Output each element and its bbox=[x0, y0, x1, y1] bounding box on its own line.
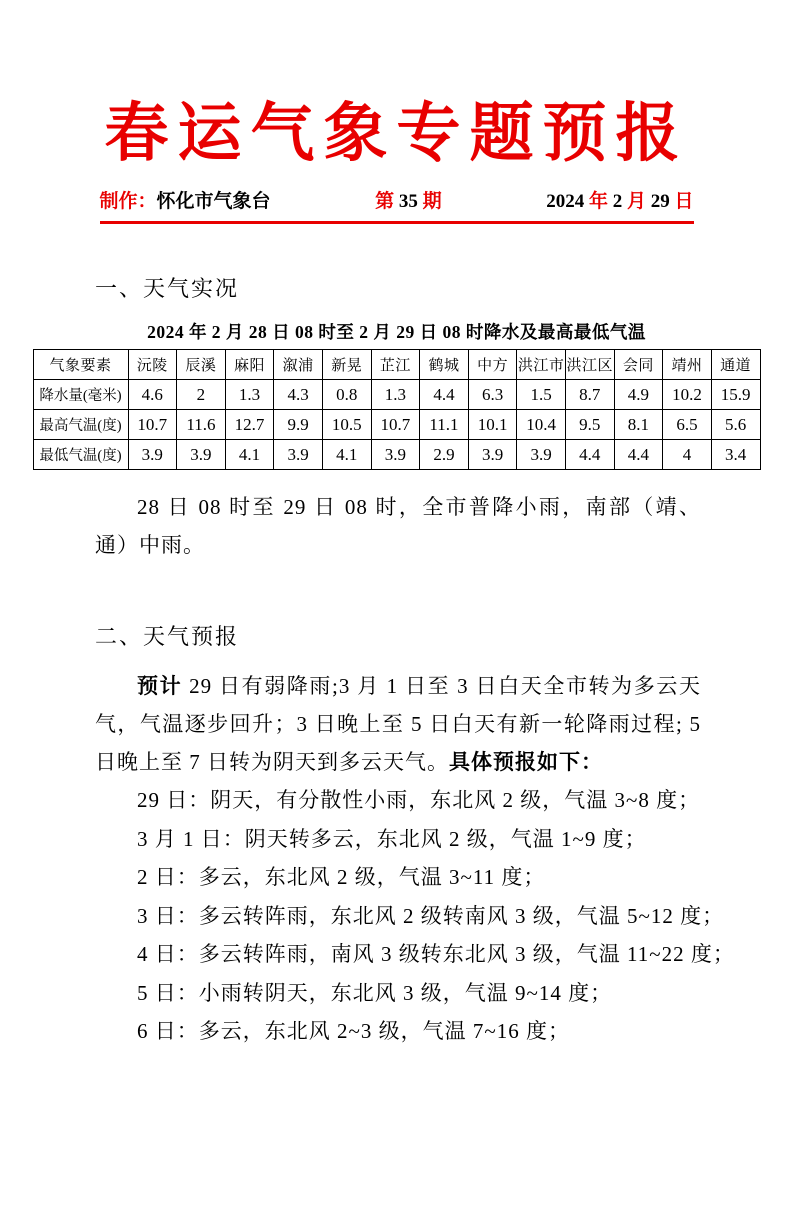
table-header-cell: 沅陵 bbox=[128, 350, 177, 380]
table-row bbox=[33, 380, 760, 410]
daily-forecast-item: 6 日：多云，东北风 2~3 级，气温 7~16 度； bbox=[137, 1019, 570, 1043]
table-cell: 3.9 bbox=[517, 440, 566, 470]
table-cell: 10.7 bbox=[371, 410, 420, 440]
table-cell: 4.4 bbox=[420, 380, 469, 410]
date-day-label: 日 bbox=[674, 191, 694, 212]
forecast-summary-paragraph bbox=[95, 667, 701, 781]
table-cell: 10.7 bbox=[128, 410, 177, 440]
date-year: 2024 bbox=[546, 191, 589, 212]
table-row-label: 最低气温(度) bbox=[33, 440, 128, 470]
table-row bbox=[33, 410, 760, 440]
table-cell: 10.1 bbox=[468, 410, 517, 440]
weather-table-title: 2024 年 2 月 28 日 08 时至 2 月 29 日 08 时降水及最高最低气温 bbox=[147, 322, 646, 342]
table-cell: 9.5 bbox=[565, 410, 614, 440]
table-cell: 4 bbox=[663, 440, 712, 470]
forecast-detail-label: 具体预报如下： bbox=[449, 750, 603, 774]
table-cell: 12.7 bbox=[225, 410, 274, 440]
producer-field bbox=[100, 186, 271, 213]
table-cell: 11.6 bbox=[177, 410, 226, 440]
table-cell: 2 bbox=[177, 380, 226, 410]
table-cell: 10.4 bbox=[517, 410, 566, 440]
issue-number: 35 bbox=[394, 191, 423, 212]
table-header-cell: 辰溪 bbox=[177, 350, 226, 380]
table-cell: 8.1 bbox=[614, 410, 663, 440]
table-cell: 3.9 bbox=[371, 440, 420, 470]
document-page bbox=[0, 86, 793, 1208]
issue-field bbox=[375, 186, 442, 213]
table-header-cell: 通道 bbox=[711, 350, 760, 380]
table-cell: 3.9 bbox=[468, 440, 517, 470]
issue-suffix: 期 bbox=[422, 191, 442, 212]
table-cell: 3.9 bbox=[274, 440, 323, 470]
daily-forecast-item: 29 日：阴天，有分散性小雨，东北风 2 级，气温 3~8 度； bbox=[137, 788, 701, 812]
daily-forecast-item: 4 日：多云转阵雨，南风 3 级转东北风 3 级，气温 11~22 度； bbox=[137, 942, 735, 966]
date-month: 2 bbox=[607, 191, 627, 212]
weather-table bbox=[33, 349, 761, 470]
table-row bbox=[33, 440, 760, 470]
table-cell: 4.6 bbox=[128, 380, 177, 410]
producer-name: 怀化市气象台 bbox=[156, 191, 271, 212]
table-cell: 4.1 bbox=[322, 440, 371, 470]
table-cell: 8.7 bbox=[565, 380, 614, 410]
table-row-label: 最高气温(度) bbox=[33, 410, 128, 440]
table-cell: 9.9 bbox=[274, 410, 323, 440]
section1-heading: 一、天气实况 bbox=[95, 276, 240, 301]
table-header-row bbox=[33, 350, 760, 380]
issue-prefix: 第 bbox=[375, 191, 395, 212]
document-title: 春运气象专题预报 bbox=[104, 98, 689, 169]
table-row-label: 降水量(毫米) bbox=[33, 380, 128, 410]
daily-forecast-item: 3 月 1 日：阴天转多云，东北风 2 级，气温 1~9 度； bbox=[137, 826, 647, 851]
section2-heading: 二、天气预报 bbox=[95, 624, 240, 649]
table-cell: 1.3 bbox=[225, 380, 274, 410]
table-cell: 6.5 bbox=[663, 410, 712, 440]
table-cell: 10.2 bbox=[663, 380, 712, 410]
observed-weather-paragraph: 28 日 08 时至 29 日 08 时，全市普降小雨，南部（靖、通）中雨。 bbox=[95, 495, 701, 557]
table-header-cell: 鹤城 bbox=[420, 350, 469, 380]
table-header-cell: 溆浦 bbox=[274, 350, 323, 380]
table-cell: 4.4 bbox=[565, 440, 614, 470]
table-cell: 4.3 bbox=[274, 380, 323, 410]
date-year-label: 年 bbox=[588, 191, 608, 212]
table-header-cell: 洪江区 bbox=[565, 350, 614, 380]
weather-table-body bbox=[33, 380, 760, 470]
table-header-cell: 新晃 bbox=[322, 350, 371, 380]
daily-forecast-list bbox=[137, 781, 793, 1051]
table-header-cell: 气象要素 bbox=[33, 350, 128, 380]
table-cell: 2.9 bbox=[420, 440, 469, 470]
table-cell: 11.1 bbox=[420, 410, 469, 440]
daily-forecast-item: 3 日：多云转阵雨，东北风 2 级转南风 3 级，气温 5~12 度； bbox=[137, 903, 725, 928]
table-cell: 3.9 bbox=[177, 440, 226, 470]
daily-forecast-item: 2 日：多云，东北风 2 级，气温 3~11 度； bbox=[137, 865, 546, 889]
table-header-cell: 芷江 bbox=[371, 350, 420, 380]
producer-label: 制作： bbox=[99, 191, 157, 212]
table-cell: 10.5 bbox=[322, 410, 371, 440]
table-cell: 4.9 bbox=[614, 380, 663, 410]
forecast-intro-text: 29 日有弱降雨;3 月 1 日至 3 日白天全市转为多云天气，气温逐步回升；3 日晚上至 5 日白天有新一轮降雨过程; 5 日晚上至 7 日转为阴天到多云天气。 bbox=[95, 674, 701, 774]
table-cell: 0.8 bbox=[322, 380, 371, 410]
date-day: 29 bbox=[645, 191, 675, 212]
date-field bbox=[546, 186, 693, 213]
table-cell: 5.6 bbox=[711, 410, 760, 440]
table-header-cell: 麻阳 bbox=[225, 350, 274, 380]
forecast-intro-bold: 预计 bbox=[137, 674, 183, 698]
table-header-cell: 靖州 bbox=[663, 350, 712, 380]
table-cell: 4.1 bbox=[225, 440, 274, 470]
table-header-cell: 中方 bbox=[468, 350, 517, 380]
table-cell: 1.5 bbox=[517, 380, 566, 410]
table-cell: 3.4 bbox=[711, 440, 760, 470]
daily-forecast-item: 5 日：小雨转阴天，东北风 3 级，气温 9~14 度； bbox=[137, 980, 613, 1005]
table-header-cell: 洪江市 bbox=[517, 350, 566, 380]
date-month-label: 月 bbox=[626, 191, 646, 212]
table-cell: 3.9 bbox=[128, 440, 177, 470]
table-cell: 4.4 bbox=[614, 440, 663, 470]
table-header-cell: 会同 bbox=[614, 350, 663, 380]
masthead-meta-row bbox=[100, 186, 694, 224]
table-cell: 6.3 bbox=[468, 380, 517, 410]
weather-table-head bbox=[33, 350, 760, 380]
table-cell: 1.3 bbox=[371, 380, 420, 410]
table-cell: 15.9 bbox=[711, 380, 760, 410]
